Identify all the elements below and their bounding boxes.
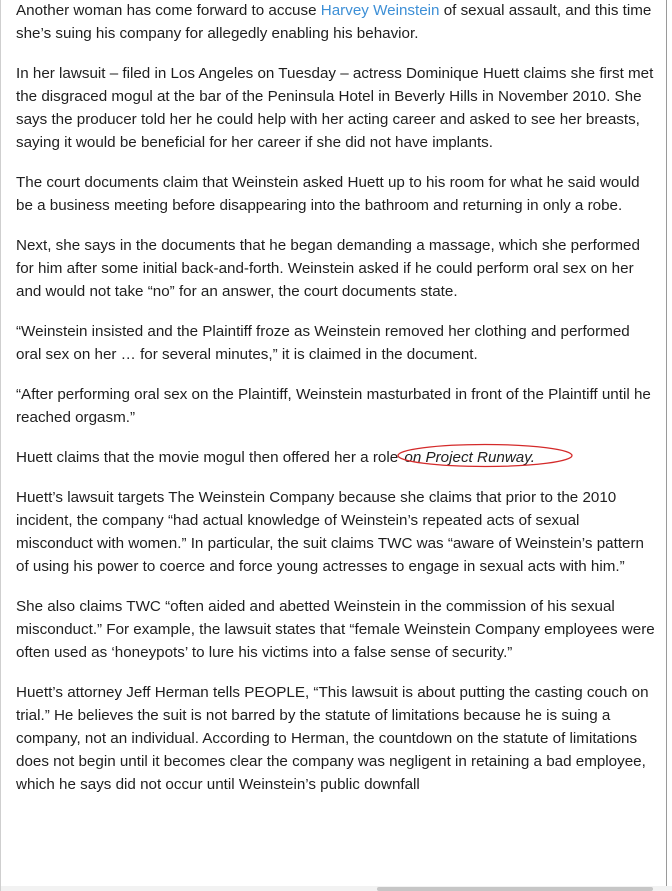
paragraph-2: In her lawsuit – filed in Los Angeles on Tuesday – actress Dominique Huett claims she first met the disgraced mogul at the bar of the Peninsula Hotel in Beverly Hills in November 2010. She says the producer told her he could help with her acting career and asked to see her breasts, saying it would be beneficial for her career if she did not have implants.: [16, 65, 654, 151]
paragraph-1-rest: of sexual assault, and this time she’s suing his company for allegedly enabling his behavior.: [16, 2, 652, 42]
harvey-weinstein-link[interactable]: Harvey Weinstein: [320, 2, 440, 19]
paragraph-4: Next, she says in the documents that he began demanding a massage, which she performed for him after some initial back-and-forth. Weinstein asked if he could perform oral sex on her and would not take “no” for an answer, the court documents state.: [16, 237, 640, 300]
paragraph-8: Huett’s lawsuit targets The Weinstein Company because she claims that prior to the 2010 incident, the company “had actual knowledge of Weinstein’s repeated acts of sexual misconduct with women.” In particular, the suit claims TWC was “aware of Weinstein’s pattern of using his power to coerce and force young actresses to engage in sexual acts with him.”: [16, 489, 644, 575]
vertical-divider: [666, 0, 667, 891]
horizontal-scrollbar-thumb[interactable]: [377, 887, 653, 891]
paragraph-3: The court documents claim that Weinstein asked Huett up to his room for what he said would be a business meeting before disappearing into the bathroom and returning in only a robe.: [16, 174, 640, 214]
paragraph-7: [16, 446, 658, 469]
paragraph-1: [16, 0, 658, 45]
project-runway-text: on Project Runway.: [404, 449, 535, 466]
paragraph-10: Huett’s attorney Jeff Herman tells PEOPLE, “This lawsuit is about putting the casting couch on trial.” He believes the suit is not barred by the statute of limitations because he is suing a company, not an individual. According to Herman, the countdown on the statute of limitations does not begin until it becomes clear the company was negligent in retaining a bad employee, which he says did not occur until Weinstein’s public downfall: [16, 684, 649, 793]
circled-annotation: [402, 446, 535, 469]
horizontal-scrollbar-track[interactable]: [1, 886, 672, 891]
paragraph-6: “After performing oral sex on the Plaintiff, Weinstein masturbated in front of the Plaintiff until he reached orgasm.”: [16, 386, 651, 426]
article-body: [16, 0, 658, 813]
paragraph-7-lead: Huett claims that the movie mogul then offered her a role: [16, 449, 403, 466]
paragraph-1-lead: Another woman has come forward to accuse: [16, 2, 321, 19]
paragraph-9: She also claims TWC “often aided and abetted Weinstein in the commission of his sexual misconduct.” For example, the lawsuit states that “female Weinstein Company employees were often used as ‘honeypots’ to lure his victims into a false sense of security.”: [16, 598, 655, 661]
paragraph-5: “Weinstein insisted and the Plaintiff froze as Weinstein removed her clothing and performed oral sex on her … for several minutes,” it is claimed in the document.: [16, 323, 630, 363]
